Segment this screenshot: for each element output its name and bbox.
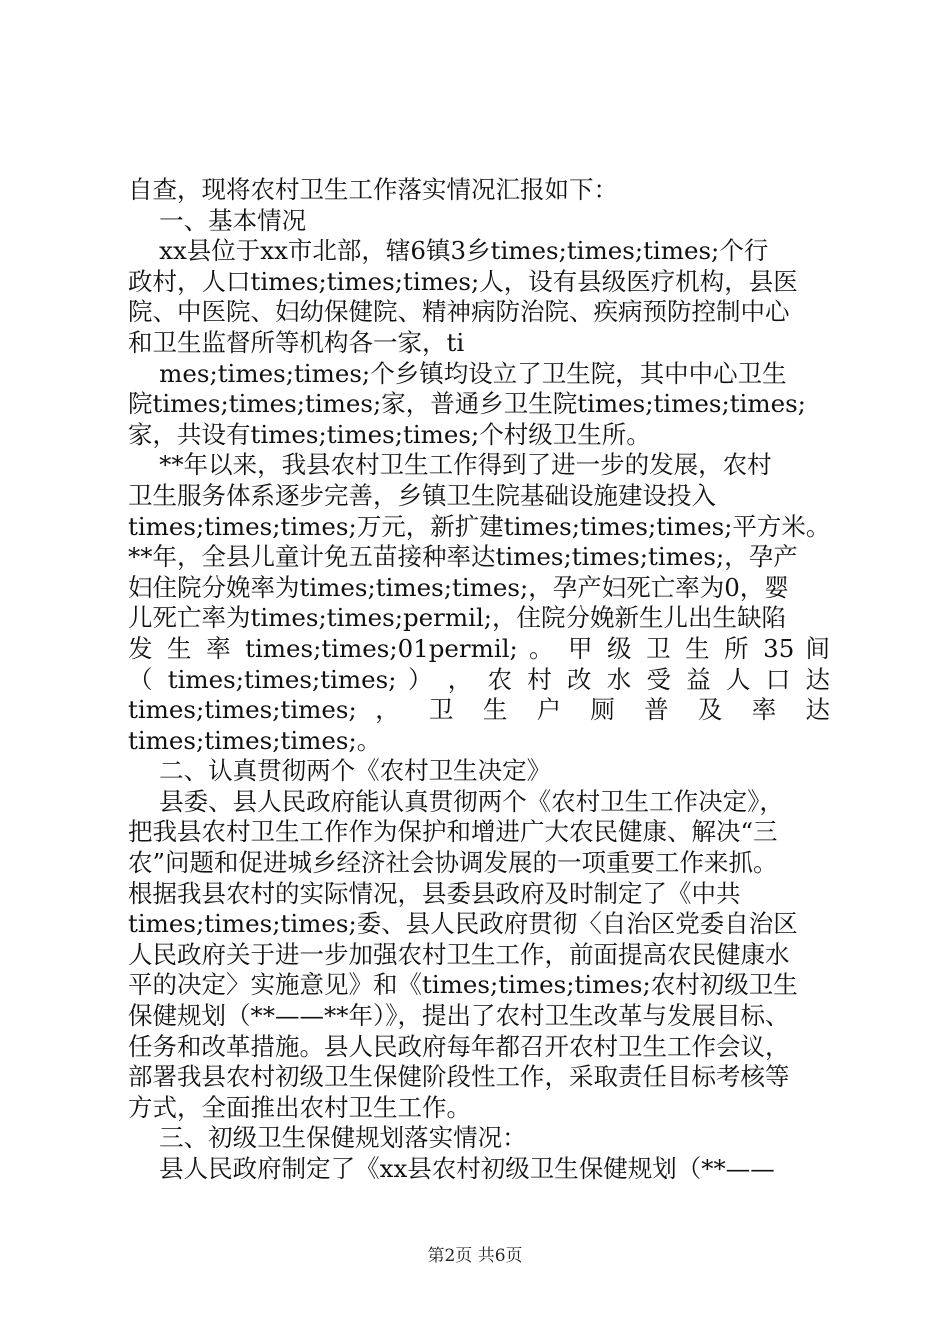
body-line: 把我县农村卫生工作作为保护和增进广大农民健康、解决“三 [128, 817, 778, 847]
body-line: 任务和改革措施。县人民政府每年都召开农村卫生工作会议， [128, 1031, 790, 1061]
body-line: 卫生服务体系逐步完善，乡镇卫生院基础设施建设投入 [128, 480, 716, 510]
body-line: times;times;times;委、县人民政府贯彻〈自治区党委自治区 [128, 909, 798, 939]
body-line: 院times;times;times;家，普通乡卫生院times;times;times; [128, 389, 806, 419]
body-line: 农”问题和促进城乡经济社会协调发展的一项重要工作来抓。 [128, 848, 778, 878]
body-line: 家，共设有times;times;times;个村级卫生所。 [128, 419, 651, 449]
body-line: 自查，现将农村卫生工作落实情况汇报如下： [128, 175, 618, 204]
body-line: 县委、县人民政府能认真贯彻两个《农村卫生工作决定》， [128, 786, 784, 816]
document-body [128, 175, 830, 1185]
body-line: 和卫生监督所等机构各一家，ti [128, 327, 465, 357]
section-heading: 一、基本情况 [128, 205, 307, 235]
section-heading: 二、认真贯彻两个《农村卫生决定》 [128, 756, 552, 786]
page-footer: 第2页 共6页 [427, 1246, 523, 1266]
body-line: 县人民政府制定了《xx县农村初级卫生保健规划（**—— [128, 1154, 775, 1183]
body-line: 方式，全面推出农村卫生工作。 [128, 1092, 471, 1122]
body-line: 部署我县农村初级卫生保健阶段性工作，采取责任目标考核等 [128, 1062, 790, 1092]
body-line: times;times;times;万元，新扩建times;times;times;平方米。 [128, 511, 831, 541]
body-line: 保健规划（**——**年）》，提出了农村卫生改革与发展目标、 [128, 1001, 790, 1031]
section-heading: 三、初级卫生保健规划落实情况： [128, 1123, 527, 1153]
body-line: times;times;times; ， 卫 生 户 厕 普 及 率 达 [128, 695, 830, 725]
body-line: 政村，人口times;times;times;人，设有县级医疗机构，县医 [128, 266, 798, 296]
body-line: **年，全县儿童计免五苗接种率达times;times;times;，孕产 [128, 542, 798, 572]
body-line: 平的决定〉实施意见》和《times;times;times;农村初级卫生 [128, 970, 798, 1000]
body-line: **年以来，我县农村卫生工作得到了进一步的发展，农村 [128, 450, 772, 480]
body-line: 妇住院分娩率为times;times;times;，孕产妇死亡率为0，婴 [128, 572, 789, 602]
body-line: 儿死亡率为times;times;permil;，住院分娩新生儿出生缺陷 [128, 603, 787, 633]
body-line: （ times;times;times; ） ， 农 村 改 水 受 益 人 口 达 [128, 664, 830, 694]
body-line: 根据我县农村的实际情况，县委县政府及时制定了《中共 [128, 878, 741, 908]
body-line: 人民政府关于进一步加强农村卫生工作，前面提高农民健康水 [128, 939, 790, 969]
body-line: mes;times;times;个乡镇均设立了卫生院，其中中心卫生 [128, 358, 787, 388]
body-line: xx县位于xx市北部，辖6镇3乡times;times;times;个行 [128, 236, 769, 266]
body-line: times;times;times;。 [128, 725, 382, 755]
body-line: 院、中医院、妇幼保健院、精神病防治院、疾病预防控制中心 [128, 297, 790, 327]
body-line: 发 生 率 times;times;01permil; 。 甲 级 卫 生 所 35 间 [128, 633, 830, 663]
